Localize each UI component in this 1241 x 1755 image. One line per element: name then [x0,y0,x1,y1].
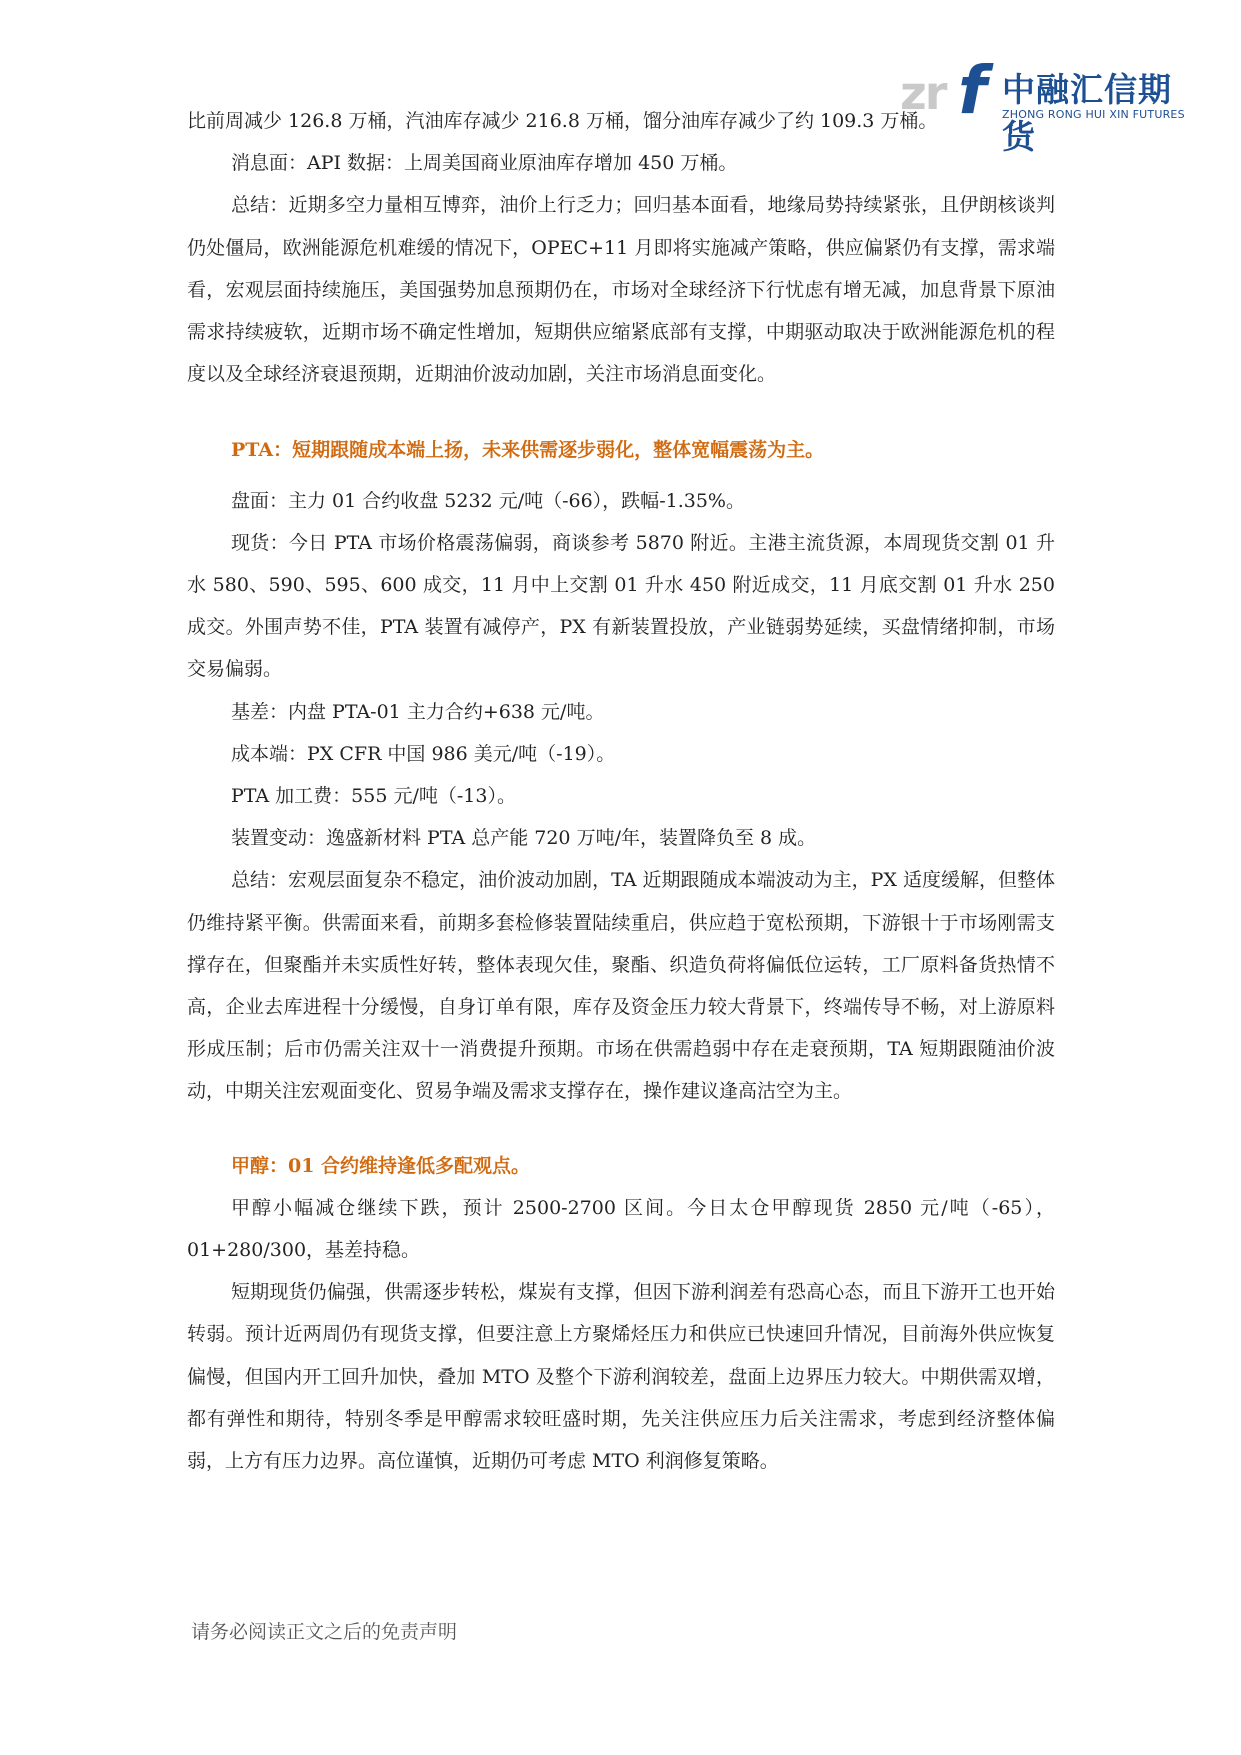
heading-spacer [187,472,1055,480]
section-spacer [187,1113,1055,1145]
pta-cost: 成本端：PX CFR 中国 986 美元/吨（-19）。 [231,742,616,765]
pta-market: 盘面：主力 01 合约收盘 5232 元/吨（-66），跌幅-1.35%。 [231,489,745,512]
section-spacer [187,395,1055,429]
logo-chinese-name: 中融汇信期货 [1002,70,1172,156]
oil-summary: 总结：近期多空力量相互博弈，油价上行乏力；回归基本面看，地缘局势持续紧张，且伊朗核谈判仍处僵局，欧洲能源危机难缓的情况下，OPEC+11 月即将实施减产策略，供应偏紧仍有支撑，需求端看，宏观层面持续施压，美国强势加息预期仍在，市场对全球经济下行忧虑有增无减，加息背景下原油需求持续疲软，近期市场不确定性增加，短期供应缩紧底部有支撑，中期驱动取决于欧洲能源危机的程度以及全球经济衰退预期，近期油价波动加剧，关注市场消息面变化。 [187,194,1055,386]
pta-heading: PTA：短期跟随成本端上扬，未来供需逐步弱化，整体宽幅震荡为主。 [231,439,825,462]
pta-spot: 现货：今日 PTA 市场价格震荡偏弱，商谈参考 5870 附近。主港主流货源，本周现货交割 01 升水 580、590、595、600 成交，11 月中上交割 01 升水 450 附近成交，11 月底交割 01 升水 250 成交。外围声势不佳，PTA 装置有减停产，PX 有新装置投放，产业链弱势延续，买盘情绪抑制，市场交易偏弱。 [187,531,1055,681]
methanol-para-2: 短期现货仍偏强，供需逐步转松，煤炭有支撑，但因下游利润差有恐高心态，而且下游开工也开始转弱。预计近两周仍有现货支撑，但要注意上方聚烯烃压力和供应已快速回升情况，目前海外供应恢复偏慢，但国内开工回升加快，叠加 MTO 及整个下游利润较差，盘面上边界压力较大。中期供需双增，都有弹性和期待，特别冬季是甲醇需求较旺盛时期，先关注供应压力后关注需求，考虑到经济整体偏弱，上方有压力边界。高位谨慎，近期仍可考虑 MTO 利润修复策略。 [187,1281,1055,1473]
pta-processing-fee: PTA 加工费：555 元/吨（-13）。 [231,785,516,808]
oil-news: 消息面：API 数据：上周美国商业原油库存增加 450 万桶。 [231,152,738,175]
pta-device-change: 装置变动：逸盛新材料 PTA 总产能 720 万吨/年，装置降负至 8 成。 [231,827,817,850]
logo-english-name: ZHONG RONG HUI XIN FUTURES [1002,108,1185,121]
report-body [187,100,1055,1482]
methanol-heading: 甲醇：01 合约维持逢低多配观点。 [231,1154,531,1177]
footer-disclaimer: 请务必阅读正文之后的免责声明 [191,1621,458,1643]
oil-inventory-continuation: 比前周减少 126.8 万桶，汽油库存减少 216.8 万桶，馏分油库存减少了约 109.3 万桶。 [187,110,938,132]
logo-mark: zr [900,66,946,120]
logo-f-mark: f [958,52,987,129]
pta-summary: 总结：宏观层面复杂不稳定，油价波动加剧，TA 近期跟随成本端波动为主，PX 适度缓解，但整体仍维持紧平衡。供需面来看，前期多套检修装置陆续重启，供应趋于宽松预期，下游银十于市场刚需支撑存在，但聚酯并未实质性好转，整体表现欠佳，聚酯、织造负荷将偏低位运转，工厂原料备货热情不高，企业去库进程十分缓慢，自身订单有限，库存及资金压力较大背景下，终端传导不畅，对上游原料形成压制；后市仍需关注双十一消费提升预期。市场在供需趋弱中存在走衰预期，TA 短期跟随油价波动，中期关注宏观面变化、贸易争端及需求支撑存在，操作建议逢高沽空为主。 [187,869,1055,1103]
methanol-para-1: 甲醇小幅减仓继续下跌，预计 2500-2700 区间。今日太仓甲醇现货 2850 元/吨（-65），01+280/300，基差持稳。 [187,1196,1055,1262]
pta-basis: 基差：内盘 PTA-01 主力合约+638 元/吨。 [231,700,605,723]
